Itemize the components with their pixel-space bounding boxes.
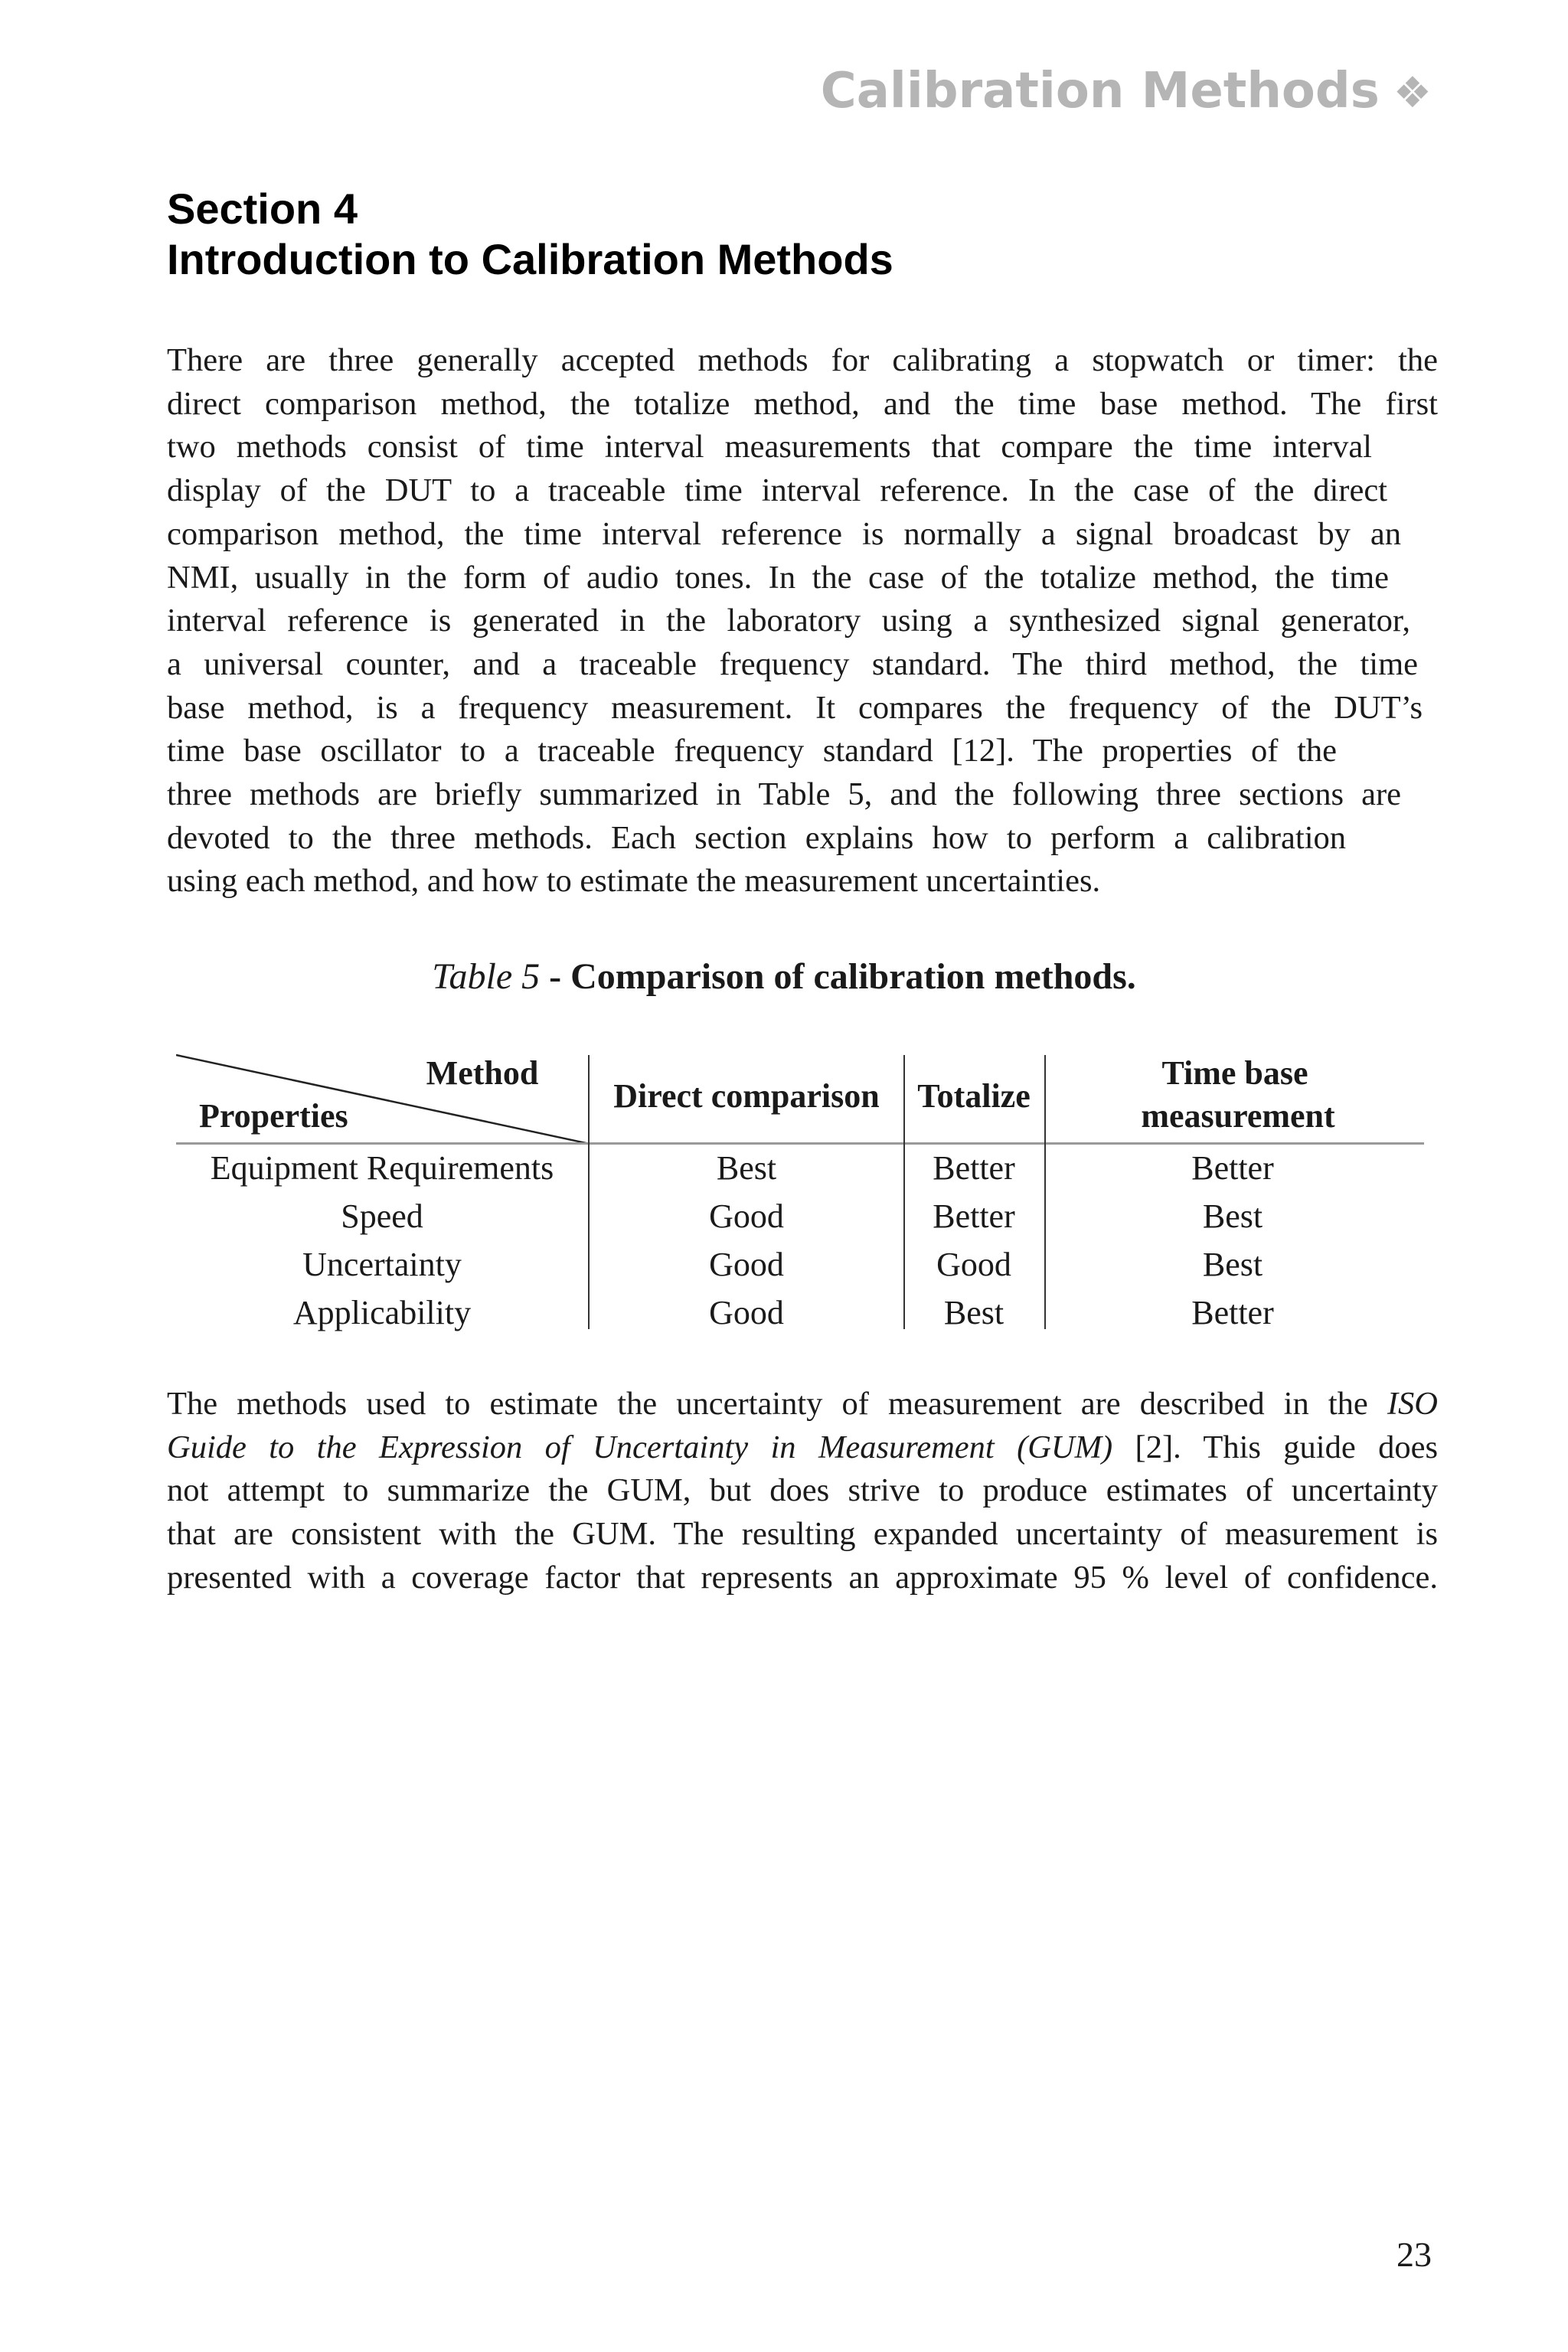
paragraph-line: presented with a coverage factor that represents an approximate 95 % level of confidence. bbox=[167, 1559, 1438, 1596]
paragraph-line: There are three generally accepted methods for calibrating a stopwatch or timer: the bbox=[167, 342, 1438, 378]
table-caption-label: Table 5 bbox=[432, 956, 541, 997]
table-cell-property: Speed bbox=[341, 1197, 423, 1235]
paragraph-line: that are consistent with the GUM. The resulting expanded uncertainty of measurement is bbox=[167, 1516, 1438, 1553]
table-cell-totalize: Best bbox=[943, 1294, 1004, 1331]
paragraph-line: not attempt to summarize the GUM, but does strive to produce estimates of uncertainty bbox=[167, 1472, 1438, 1509]
table-cell-direct: Best bbox=[716, 1149, 777, 1187]
table-cell-timebase: Best bbox=[1202, 1246, 1263, 1283]
paragraph-line: time base oscillator to a traceable frequency standard [12]. The properties of the bbox=[167, 733, 1337, 769]
paragraph-line: using each method, and how to estimate the measurement uncertainties. bbox=[167, 863, 1101, 900]
col-header-direct-comparison: Direct comparison bbox=[613, 1077, 880, 1115]
paragraph-line: two methods consist of time interval measurements that compare the time interval bbox=[167, 429, 1372, 466]
running-header bbox=[821, 63, 1432, 119]
paragraph-line: comparison method, the time interval reference is normally a signal broadcast by an bbox=[167, 515, 1401, 552]
table-cell-timebase: Better bbox=[1191, 1149, 1274, 1187]
table-caption-text: - Comparison of calibration methods. bbox=[540, 956, 1136, 997]
paragraph-line bbox=[167, 1383, 1438, 1426]
paragraph-line: devoted to the three methods. Each section explains how to perform a calibration bbox=[167, 819, 1346, 856]
paragraph-line: direct comparison method, the totalize method, and the time base method. The first bbox=[167, 385, 1438, 422]
page-number: 23 bbox=[1396, 2235, 1432, 2274]
intro-paragraph bbox=[167, 339, 1438, 903]
paragraph-line: NMI, usually in the form of audio tones. In the case of the totalize method, the time bbox=[167, 559, 1389, 596]
paragraph-line: base method, is a frequency measurement. It compares the frequency of the DUT’s bbox=[167, 689, 1423, 726]
table-cell-timebase: Better bbox=[1191, 1294, 1274, 1331]
table-cell-direct: Good bbox=[709, 1294, 784, 1331]
running-header-title: Calibration Methods bbox=[820, 63, 1380, 119]
comparison-table bbox=[176, 1049, 1424, 1332]
paragraph-line: interval reference is generated in the laboratory using a synthesized signal generator, bbox=[167, 603, 1410, 639]
paragraph-line: three methods are briefly summarized in Table 5, and the following three sections are bbox=[167, 776, 1401, 813]
paragraph-line: a universal counter, and a traceable frequency standard. The third method, the time bbox=[167, 645, 1418, 682]
table-cell-timebase: Best bbox=[1202, 1197, 1263, 1235]
ornament-icon: ❖ bbox=[1393, 68, 1432, 118]
corner-label-properties: Properties bbox=[199, 1097, 348, 1135]
col-header-time-base-line1: Time base bbox=[1161, 1054, 1308, 1092]
col-header-time-base-line2: measurement bbox=[1141, 1097, 1335, 1135]
table-cell-direct: Good bbox=[709, 1197, 784, 1235]
table-cell-totalize: Good bbox=[936, 1246, 1011, 1283]
paragraph-line: display of the DUT to a traceable time interval reference. In the case of the direct bbox=[167, 472, 1387, 509]
col-header-totalize: Totalize bbox=[917, 1077, 1031, 1115]
table-cell-property: Equipment Requirements bbox=[210, 1149, 554, 1187]
paragraph-line bbox=[167, 1426, 1438, 1470]
section-title: Introduction to Calibration Methods bbox=[167, 235, 893, 283]
table-cell-totalize: Better bbox=[933, 1149, 1015, 1187]
gum-title-text: ISO bbox=[1387, 1386, 1438, 1422]
paragraph-text: [2]. This guide does bbox=[1112, 1429, 1439, 1465]
table-cell-property: Applicability bbox=[292, 1294, 472, 1331]
uncertainty-paragraph bbox=[167, 1383, 1438, 1600]
section-number: Section 4 bbox=[167, 185, 358, 233]
table-cell-property: Uncertainty bbox=[302, 1246, 462, 1283]
corner-label-method: Method bbox=[426, 1054, 539, 1092]
table-cell-direct: Good bbox=[709, 1246, 784, 1283]
table-caption bbox=[0, 956, 1568, 998]
section-heading bbox=[167, 184, 893, 285]
paragraph-text: The methods used to estimate the uncertainty of measurement are described in the bbox=[167, 1386, 1387, 1422]
table-cell-totalize: Better bbox=[933, 1197, 1015, 1235]
gum-title-text: Guide to the Expression of Uncertainty in Measurement (GUM) bbox=[167, 1429, 1113, 1465]
